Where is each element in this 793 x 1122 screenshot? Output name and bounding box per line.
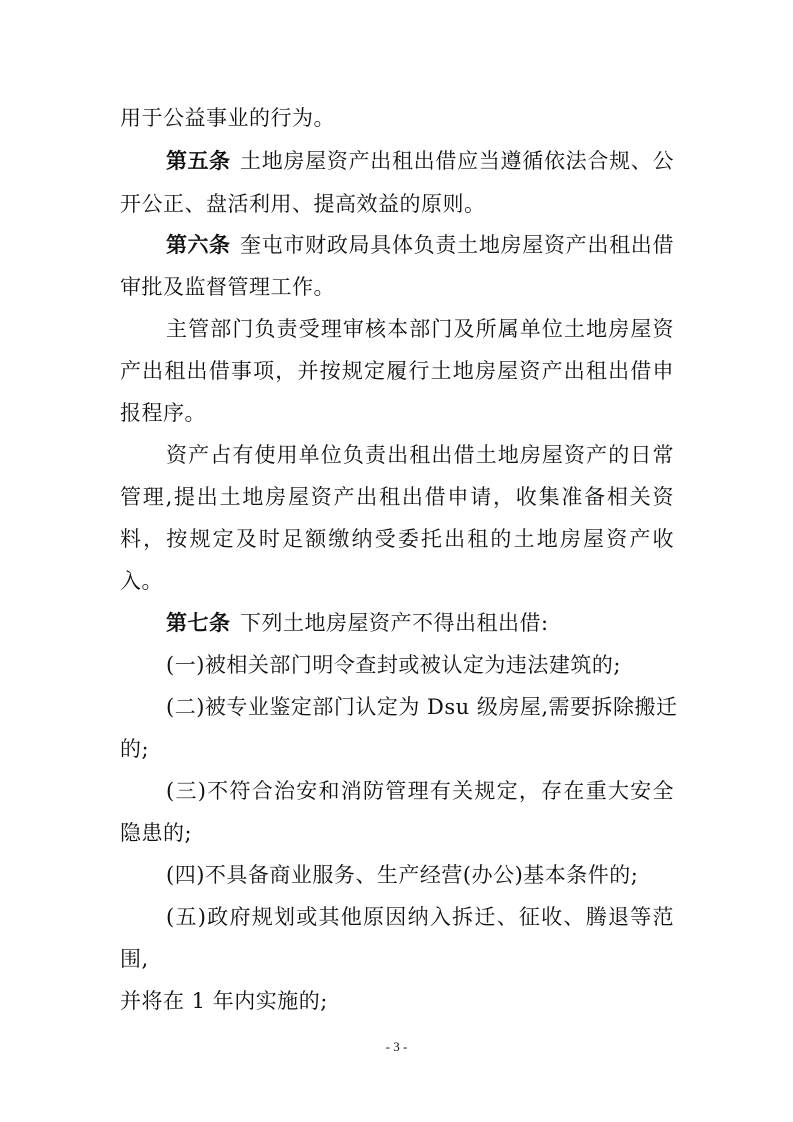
article-heading: 第七条 (166, 610, 231, 635)
paragraph-line: 下列土地房屋资产不得出租出借: (240, 611, 549, 635)
list-item-continuation: 并将在 1 年内实施的; (120, 989, 328, 1013)
list-item: (二)被专业鉴定部门认定为 Dsu 级房屋,需要拆除搬迁 (166, 695, 678, 719)
paragraph-line: 产出租出借事项，并按规定履行土地房屋资产出租出借申 (120, 359, 674, 383)
paragraph-line: 开公正、盘活利用、提高效益的原则。 (120, 192, 486, 216)
paragraph-line: 资产占有使用单位负责出租出借土地房屋资产的日常 (166, 443, 674, 467)
paragraph-line: 审批及监督管理工作。 (120, 275, 335, 299)
paragraph-line: 料，按规定及时足额缴纳受委托出租的土地房屋资产收 (120, 527, 674, 551)
list-item: (五)政府规划或其他原因纳入拆迁、征收、腾退等范 (166, 905, 674, 929)
article-heading: 第五条 (166, 148, 231, 173)
page-number: - 3 - (385, 1039, 408, 1054)
article-heading: 第六条 (166, 232, 231, 257)
paragraph-line: 主管部门负责受理审核本部门及所属单位土地房屋资 (166, 317, 674, 341)
list-item-continuation: 的; (120, 737, 150, 761)
paragraph-line: 入。 (120, 569, 163, 593)
paragraph-line: 管理,提出土地房屋资产出租出借申请，收集准备相关资 (120, 485, 674, 509)
paragraph-line: 报程序。 (120, 401, 206, 425)
list-item: (四)不具备商业服务、生产经营(办公)基本条件的; (166, 863, 639, 887)
list-item: (一)被相关部门明令查封或被认定为违法建筑的; (166, 653, 621, 677)
list-item: (三)不符合治安和消防管理有关规定，存在重大安全 (166, 779, 674, 803)
paragraph-line: 奎屯市财政局具体负责土地房屋资产出租出借 (240, 233, 674, 257)
list-item-continuation: 围, (120, 947, 149, 971)
list-item-continuation: 隐患的; (120, 821, 193, 845)
paragraph-line: 土地房屋资产出租出借应当遵循依法合规、公 (240, 149, 674, 173)
paragraph-line: 用于公益事业的行为。 (120, 106, 335, 130)
